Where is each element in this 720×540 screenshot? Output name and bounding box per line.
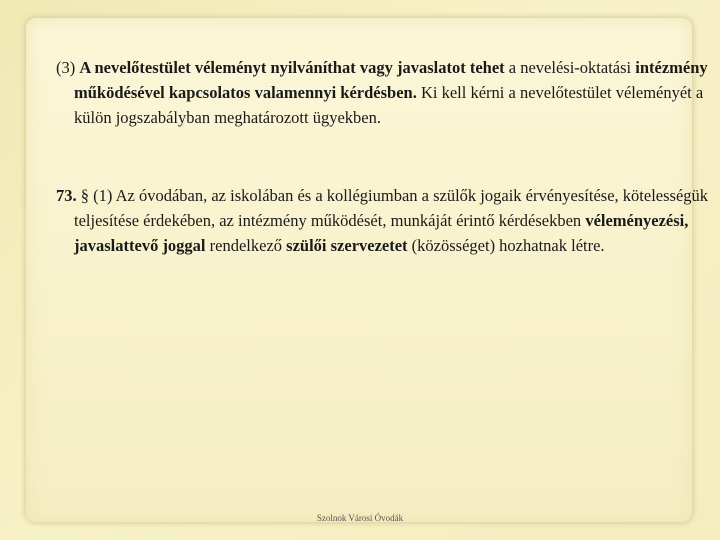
paragraph-nevelotestulet bbox=[56, 55, 714, 130]
footer-text: Szolnok Városi Óvodák bbox=[316, 513, 404, 523]
paragraph-2-text: (közösséget) hozhatnak létre. bbox=[407, 236, 605, 255]
paragraph-1-text: Ki kell kérni a nevelőtestület véleményét a külön jogszabályban meghatározott ügyekben. bbox=[74, 83, 704, 127]
footer bbox=[0, 513, 720, 523]
paragraph-2-text: § (1) Az óvodában, az iskolában és a kollégiumban a szülők jogaik érvényesítése, kötelességük teljesítése érdekében, az intézmény működését, munkáját érintő kérdésekben bbox=[74, 186, 709, 230]
paragraph-1-bold: A nevelőtestület véleményt nyilváníthat vagy javaslatot tehet bbox=[79, 58, 505, 77]
paragraph-1-text: (3) bbox=[56, 58, 80, 77]
paragraph-1-bold: intézmény működésével kapcsolatos valamennyi kérdésben. bbox=[74, 58, 708, 102]
paragraph-2-text: rendelkező bbox=[205, 236, 287, 255]
paragraph-2-bold: véleményezési, javaslattevő joggal bbox=[74, 211, 689, 255]
paragraph-1-text: a nevelési-oktatási bbox=[504, 58, 636, 77]
paragraph-2-bold: szülői szervezetet bbox=[286, 236, 408, 255]
section-number: 73. bbox=[56, 186, 77, 205]
paragraph-szuloi-szervezet bbox=[56, 183, 714, 258]
